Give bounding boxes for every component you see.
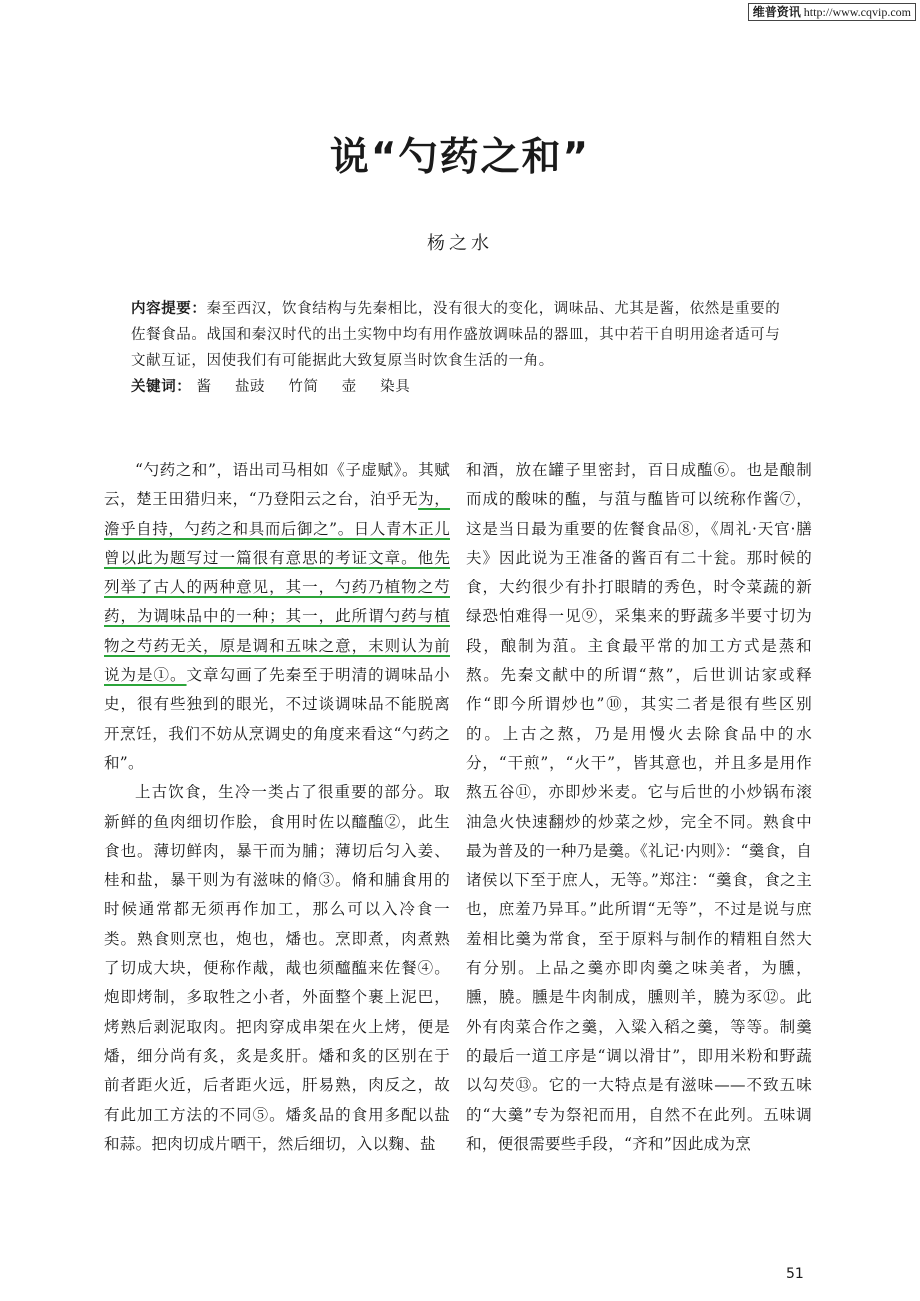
body-column-left bbox=[104, 456, 450, 1159]
watermark-label: 维普资讯 bbox=[752, 5, 801, 19]
paragraph-text: “勺药之和”，语出司马相如《子虚赋》。其赋云，楚王田猎归来，“乃登阳云之台，泊乎无 bbox=[104, 461, 450, 509]
keyword-item: 壶 bbox=[341, 379, 357, 395]
keywords-label: 关键词： bbox=[131, 379, 192, 395]
keyword-item: 染具 bbox=[380, 379, 411, 395]
keyword-item: 酱 bbox=[196, 379, 212, 395]
body-column-right bbox=[466, 456, 812, 1159]
body-paragraph: 上古饮食，生冷一类占了很重要的部分。取新鲜的鱼肉细切作脍，食用时佐以醯醢②，此生食也。薄切鲜肉，暴干而为脯；薄切后匀入姜、桂和盐，暴干则为有滋味的脩③。脩和脯食用的时候通常都无须再作加工，那么可以入冷食一类。熟食则烹也，炮也，燔也。烹即煮，肉煮熟了切成大块，便称作胾，胾也须醯醢来佐餐④。炮即烤制，多取牲之小者，外面整个裹上泥巴，烤熟后剥泥取肉。把肉穿成串架在火上烤，便是燔，细分尚有炙，炙是炙肝。燔和炙的区别在于前者距火近，后者距火远，肝易熟，肉反之，故有此加工方法的不同⑤。燔炙品的食用多配以盐和蒜。把肉切成片晒干，然后细切，入以麴、盐 bbox=[104, 783, 450, 1153]
abstract-section bbox=[131, 296, 787, 400]
body-paragraph: 和酒，放在罐子里密封，百日成醢⑥。也是酿制而成的酸味的醢，与菹与醢皆可以统称作酱⑦，这是当日最为重要的佐餐食品⑧，《周礼·天官·膳夫》因此说为王准备的酱百有二十瓮。那时候的食，大约很少有扑打眼睛的秀色，时令菜蔬的新绿恐怕难得一见⑨，采集来的野蔬多半要寸切为段，酿制为菹。主食最平常的加工方式是蒸和熬。先秦文献中的所谓“熬”，后世训诂家或释作“即今所谓炒也”⑩，其实二者是很有些区别的。上古之熬，乃是用慢火去除食品中的水分，“干煎”，“火干”，皆其意也，并且多是用作熬五谷⑪，亦即炒米麦。它与后世的小炒锅布滚油急火快速翻炒的炒菜之炒，完全不同。熟食中最为普及的一种乃是羹。《礼记·内则》：“羹食，自诸侯以下至于庶人，无等。”郑注：“羹食，食之主也，庶羞乃异耳。”此所谓“无等”，不过是说与庶羞相比羹为常食，至于原料与制作的精粗自然大有分别。上品之羹亦即肉羹之味美者，为臐，臐，膮。臐是牛肉制成，臐则羊，膮为豕⑫。此外有肉菜合作之羹，入粱入稻之羹，等等。制羹的最后一道工序是“调以滑甘”，即用米粉和野蔬以勾芡⑬。它的一大特点是有滋味——不致五味的“大羹”专为祭祀而用，自然不在此列。五味调和，便很需要些手段，“齐和”因此成为烹 bbox=[466, 461, 812, 1153]
keyword-item: 盐豉 bbox=[234, 379, 266, 395]
keyword-item: 竹简 bbox=[288, 379, 319, 395]
article-author: 杨之水 bbox=[427, 233, 493, 254]
watermark-box bbox=[748, 3, 916, 21]
watermark-url[interactable]: http://www.cqvip.com bbox=[803, 5, 911, 19]
abstract-label: 内容提要： bbox=[131, 301, 207, 317]
keywords-line bbox=[131, 374, 787, 400]
page-number: 51 bbox=[786, 1266, 804, 1282]
abstract-paragraph bbox=[131, 296, 787, 374]
highlighted-passage: 为，澹乎自持，勺药之和具而后御之”。日人青木正儿曾以此为题写过一篇很有意思的考证文章。他先列举了古人的两种意见，其一，勺药乃植物之芍药，为调味品中的一种；其一，此所谓勺药与植物之芍药无关，原是调和五味之意，末则认为前说为是①。 bbox=[104, 490, 450, 685]
paragraph-text: 文章勾画了先秦至于明清的调味品小史，很有些独到的眼光，不过谈调味品不能脱离开烹饪，我们不妨从烹调史的角度来看这“勺药之和”。 bbox=[104, 666, 450, 772]
body-paragraph bbox=[104, 456, 450, 778]
abstract-text: 秦至西汉，饮食结构与先秦相比，没有很大的变化，调味品、尤其是酱，依然是重要的佐餐食品。战国和秦汉时代的出土实物中均有用作盛放调味品的器皿，其中若干自明用途者适可与文献互证，因使我们有可能据此大致复原当时饮食生活的一角。 bbox=[131, 301, 781, 369]
article-title: 说“勺药之和” bbox=[329, 135, 591, 180]
